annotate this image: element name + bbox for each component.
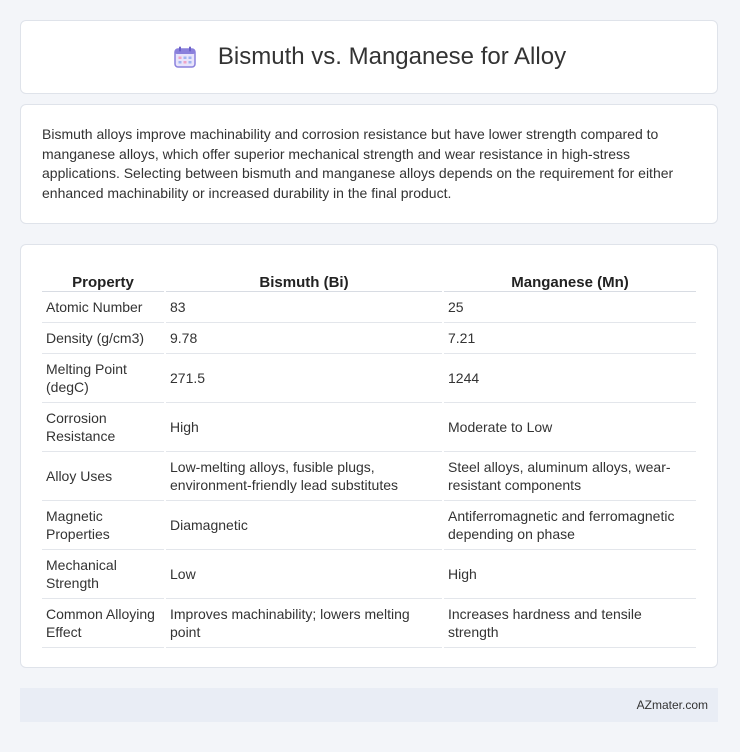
calendar-icon bbox=[172, 44, 198, 70]
property-cell: Mechanical Strength bbox=[42, 550, 164, 599]
table-row bbox=[42, 599, 696, 648]
manganese-cell: 25 bbox=[444, 292, 696, 323]
header-bismuth: Bismuth (Bi) bbox=[166, 265, 442, 292]
property-cell: Density (g/cm3) bbox=[42, 323, 164, 354]
comparison-table bbox=[40, 265, 698, 648]
footer-brand: AZmater.com bbox=[636, 698, 708, 712]
property-cell: Magnetic Properties bbox=[42, 501, 164, 550]
table-row bbox=[42, 501, 696, 550]
bismuth-cell: 9.78 bbox=[166, 323, 442, 354]
bismuth-cell: High bbox=[166, 403, 442, 452]
property-cell: Atomic Number bbox=[42, 292, 164, 323]
page-title: Bismuth vs. Manganese for Alloy bbox=[217, 43, 567, 70]
bismuth-cell: Low-melting alloys, fusible plugs, environment-friendly lead substitutes bbox=[166, 452, 442, 501]
manganese-cell: Antiferromagnetic and ferromagnetic depending on phase bbox=[444, 501, 696, 550]
property-cell: Melting Point (degC) bbox=[42, 354, 164, 403]
table-header-row bbox=[42, 265, 696, 292]
table-row bbox=[42, 354, 696, 403]
title-card bbox=[20, 20, 718, 94]
property-cell: Corrosion Resistance bbox=[42, 403, 164, 452]
manganese-cell: 7.21 bbox=[444, 323, 696, 354]
manganese-cell: High bbox=[444, 550, 696, 599]
summary-text: Bismuth alloys improve machinability and corrosion resistance but have lower strength compared to manganese alloys, which offer superior mechanical strength and wear resistance in high-stress applications. Selecting between bismuth and manganese alloys depends on the requirement for either enhanced machinability or increased durability in the final product. bbox=[42, 126, 674, 201]
manganese-cell: 1244 bbox=[444, 354, 696, 403]
table-row bbox=[42, 452, 696, 501]
summary-card bbox=[20, 104, 718, 224]
header-manganese: Manganese (Mn) bbox=[444, 265, 696, 292]
table-row bbox=[42, 292, 696, 323]
table-row bbox=[42, 323, 696, 354]
manganese-cell: Moderate to Low bbox=[444, 403, 696, 452]
header-property: Property bbox=[42, 265, 164, 292]
manganese-cell: Increases hardness and tensile strength bbox=[444, 599, 696, 648]
bismuth-cell: Diamagnetic bbox=[166, 501, 442, 550]
table-row bbox=[42, 550, 696, 599]
bismuth-cell: Low bbox=[166, 550, 442, 599]
comparison-table-card bbox=[20, 244, 718, 668]
manganese-cell: Steel alloys, aluminum alloys, wear-resistant components bbox=[444, 452, 696, 501]
table-row bbox=[42, 403, 696, 452]
bismuth-cell: 271.5 bbox=[166, 354, 442, 403]
footer bbox=[20, 688, 718, 722]
property-cell: Alloy Uses bbox=[42, 452, 164, 501]
bismuth-cell: 83 bbox=[166, 292, 442, 323]
property-cell: Common Alloying Effect bbox=[42, 599, 164, 648]
bismuth-cell: Improves machinability; lowers melting point bbox=[166, 599, 442, 648]
